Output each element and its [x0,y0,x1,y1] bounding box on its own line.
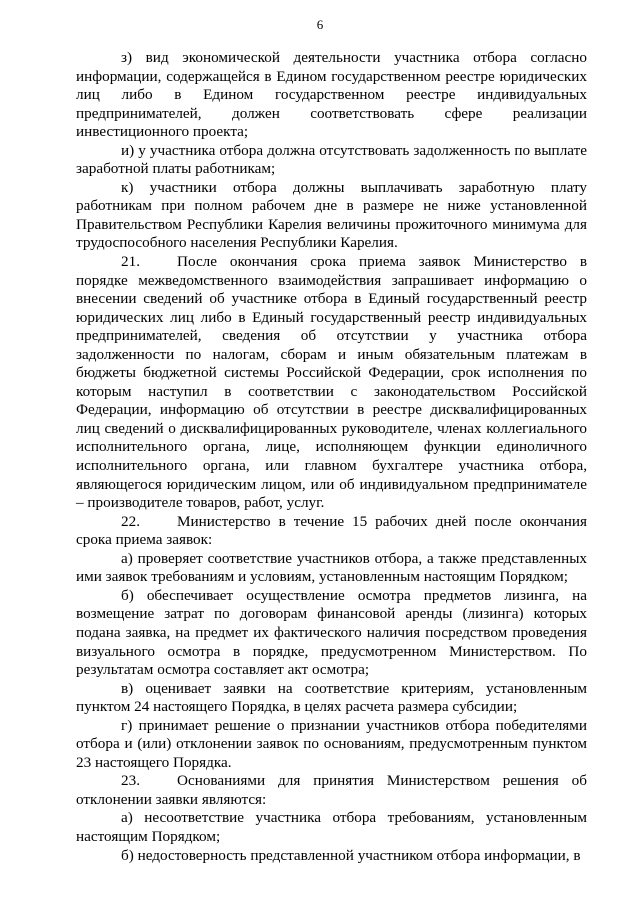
paragraph-number: 21. [121,253,140,271]
paragraph-22-g: г) принимает решение о признании участников отбора победителями отбора и (или) отклонении заявок по основаниям, предусмотренным пунктом 23 настоящего Порядка. [76,716,587,771]
paragraph-22 [76,513,587,550]
paragraph-number: 23. [121,772,140,790]
paragraph-22-b: б) обеспечивает осуществление осмотра предметов лизинга, на возмещение затрат по договорам финансовой аренды (лизинга) которых подана заявка, на предмет их фактического наличия посредством проведения визуального осмотра в порядке, предусмотренном Министерством. По результатам осмотра составляет акт осмотра; [76,586,587,679]
document-body [76,49,587,865]
paragraph-23-b: б) недостоверность представленной участником отбора информации, в [121,846,581,864]
paragraph-number: 22. [121,512,140,530]
paragraph-text: После окончания срока приема заявок Министерство в порядке межведомственного взаимодействия запрашивает информацию о внесении сведений об участнике отбора в Единый государственный реестр юридических лиц либо в Единый государственный реестр индивидуальных предпринимателей, сведения об отсутствии у участника отбора задолженности по налогам, сборам и иным обязательным платежам в бюджеты бюджетной системы Российской Федерации, срок исполнения по которым наступил в соответствии с законодательством Российской Федерации, информацию об отсутствии в реестре дисквалифицированных лиц сведений о дисквалифицированных руководителе, членах коллегиального исполнительного органа, лице, исполняющем функции единоличного исполнительного органа, или главном бухгалтере участника отбора, являющегося юридическим лицом, или об индивидуальном предпринимателе – производителе товаров, работ, услуг. [76,253,587,512]
paragraph-text: Министерство в течение 15 рабочих дней после окончания срока приема заявок: [76,512,587,549]
paragraph-k: к) участники отбора должны выплачивать заработную плату работникам при полном рабочем дне в размере не ниже установленной Правительством Республики Карелия величины прожиточного минимума для трудоспособного населения Республики Карелия. [76,178,587,252]
paragraph-22-v: в) оценивает заявки на соответствие критериям, установленным пунктом 24 настоящего Порядка, в целях расчета размера субсидии; [76,679,587,716]
page-number: 6 [316,17,324,32]
paragraph-22-a: а) проверяет соответствие участников отбора, а также представленных ими заявок требованиям и условиям, установленным настоящим Порядком; [76,549,587,586]
paragraph-z: з) вид экономической деятельности участника отбора согласно информации, содержащейся в Едином государственном реестре юридических лиц либо в Едином государственном реестре индивидуальных предпринимателей, должен соответствовать сфере реализации инвестиционного проекта; [76,49,587,141]
paragraph-21 [76,253,587,513]
paragraph-23-a: а) несоответствие участника отбора требованиям, установленным настоящим Порядком; [76,809,587,845]
paragraph-i: и) у участника отбора должна отсутствовать задолженность по выплате заработной платы работникам; [76,141,587,178]
paragraph-text: Основаниями для принятия Министерством решения об отклонении заявки являются: [76,772,587,808]
paragraph-23 [76,772,587,809]
